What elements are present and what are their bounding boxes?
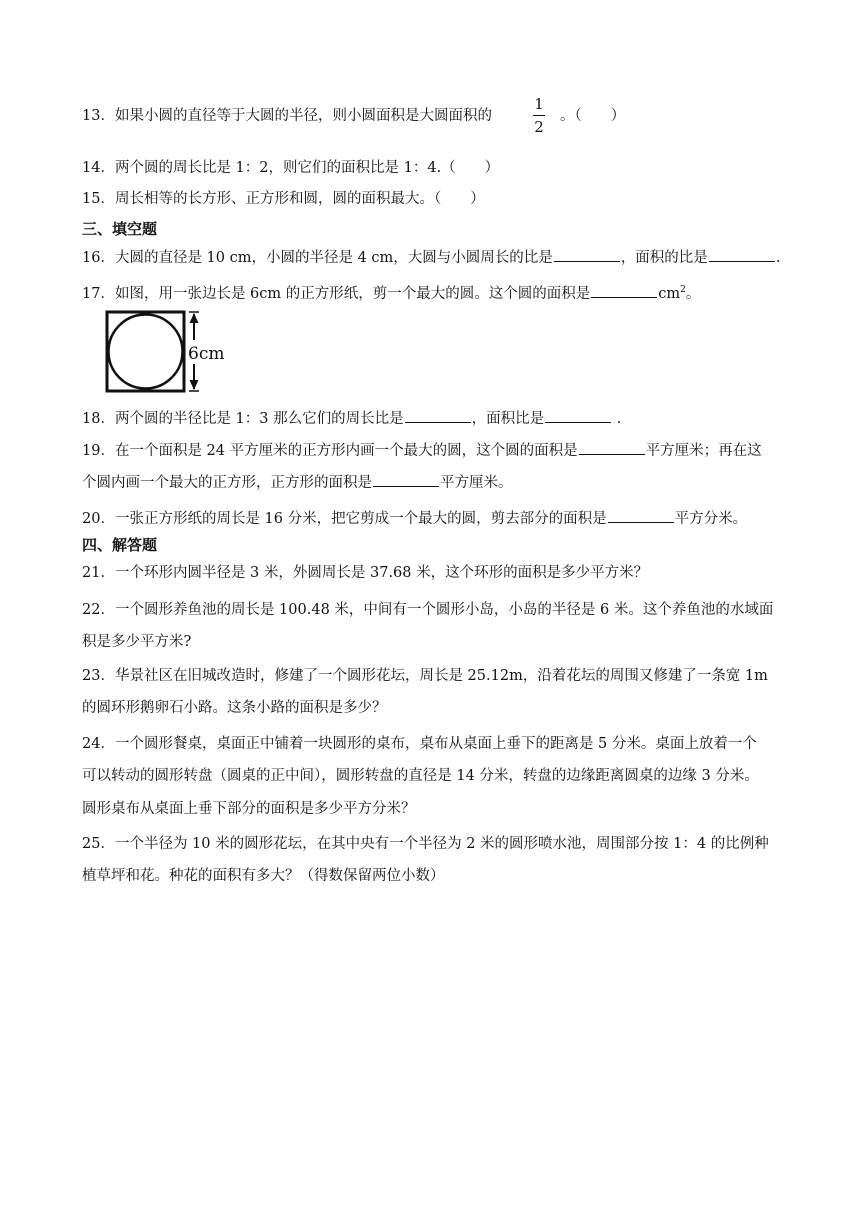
- question-18-text-2: ，面积比是: [471, 411, 545, 427]
- answer-blank[interactable]: [709, 247, 775, 262]
- answer-blank[interactable]: [579, 440, 645, 455]
- question-24-line-1: 24．一个圆形餐桌，桌面正中铺着一块圆形的桌布，桌布从桌面上垂下的距离是 5 分米。桌面上放着一个: [82, 736, 757, 752]
- question-22-line-2: 积是多少平方米?: [82, 634, 192, 650]
- square-circle-figure: [100, 308, 230, 394]
- question-25-line-1: 25．一个半径为 10 米的圆形花坛，在其中央有一个半径为 2 米的圆形喷水池，周围部分按 1：4 的比例种: [82, 836, 769, 852]
- question-17-end: 。: [685, 285, 701, 302]
- question-16-text: 16．大圆的直径是 10 cm，小圆的半径是 4 cm，大圆与小圆周长的比是: [82, 250, 553, 266]
- question-13-text: 13．如果小圆的直径等于大圆的半径，则小圆面积是大圆面积的: [82, 108, 492, 124]
- figure-label: 6cm: [188, 344, 225, 364]
- section-heading-fill-blank: 三、填空题: [82, 220, 158, 238]
- question-13: [82, 106, 492, 126]
- question-18-end: .: [612, 411, 622, 427]
- question-21: 21．一个环形内圆半径是 3 米，外圆周长是 37.68 米，这个环形的面积是多少平方米？: [82, 565, 649, 581]
- answer-blank[interactable]: [405, 408, 471, 423]
- question-19-text: 19．在一个面积是 24 平方厘米的正方形内画一个最大的圆，这个圆的面积是: [82, 443, 578, 459]
- section-heading-solve: 四、解答题: [82, 536, 158, 554]
- question-22-line-1: 22．一个圆形养鱼池的周长是 100.48 米，中间有一个圆形小岛，小岛的半径是 6 米。这个养鱼池的水域面: [82, 602, 774, 618]
- question-19-text-4: 平方厘米。: [440, 475, 513, 491]
- question-25-line-2: 植草坪和花。种花的面积有多大？（得数保留两位小数）: [82, 868, 445, 884]
- question-19-text-2: 平方厘米；再在这: [645, 443, 762, 459]
- question-15: 15．周长相等的长方形、正方形和圆，圆的面积最大。（ ）: [82, 191, 485, 207]
- answer-blank[interactable]: [608, 508, 674, 523]
- answer-blank[interactable]: [591, 283, 657, 298]
- question-19-line-2: [82, 472, 513, 493]
- question-13-paren: 。（ ）: [560, 108, 626, 124]
- question-16-text-2: ，面积的比是: [620, 250, 708, 266]
- fraction-numerator: 1: [534, 95, 544, 113]
- question-24-line-3: 圆形桌布从桌面上垂下部分的面积是多少平方分米？: [82, 801, 416, 817]
- answer-blank[interactable]: [373, 472, 439, 487]
- answer-blank[interactable]: [545, 408, 611, 423]
- question-20-text: 20．一张正方形纸的周长是 16 分米，把它剪成一个最大的圆，剪去部分的面积是: [82, 511, 607, 527]
- question-18: [82, 408, 621, 429]
- fraction-bar: [533, 115, 545, 116]
- question-19-line-1: [82, 440, 762, 461]
- question-23-line-1: 23．华景社区在旧城改造时，修建了一个圆形花坛，周长是 25.12m，沿着花坛的周围又修建了一条宽 1m: [82, 668, 768, 684]
- square-outline: [107, 312, 184, 391]
- inscribed-circle: [109, 315, 183, 389]
- question-19-text-3: 个圆内画一个最大的正方形，正方形的面积是: [82, 475, 372, 491]
- question-17: [82, 280, 700, 304]
- question-14: 14．两个圆的周长比是 1：2，则它们的面积比是 1：4.（ ）: [82, 160, 500, 176]
- question-20: [82, 508, 747, 529]
- fraction-denominator: 2: [534, 118, 544, 136]
- question-24-line-2: 可以转动的圆形转盘（圆桌的正中间），圆形转盘的直径是 14 分米，转盘的边缘距离圆桌的边缘 3 分米。: [82, 768, 759, 784]
- answer-blank[interactable]: [554, 247, 620, 262]
- fraction-one-half: [533, 95, 545, 136]
- question-16: [82, 247, 780, 268]
- unit-exponent: 2: [680, 285, 686, 295]
- question-17-text: 17．如图，用一张边长是 6cm 的正方形纸，剪一个最大的圆。这个圆的面积是: [82, 285, 591, 302]
- question-13-tail: [560, 106, 625, 126]
- unit-label: cm: [658, 285, 681, 302]
- question-16-end: .: [775, 250, 781, 266]
- question-23-line-2: 的圆环形鹅卵石小路。这条小路的面积是多少？: [82, 700, 387, 716]
- question-18-text: 18．两个圆的半径比是 1：3 那么它们的周长比是: [82, 411, 404, 427]
- question-20-end: 平方分米。: [674, 511, 748, 527]
